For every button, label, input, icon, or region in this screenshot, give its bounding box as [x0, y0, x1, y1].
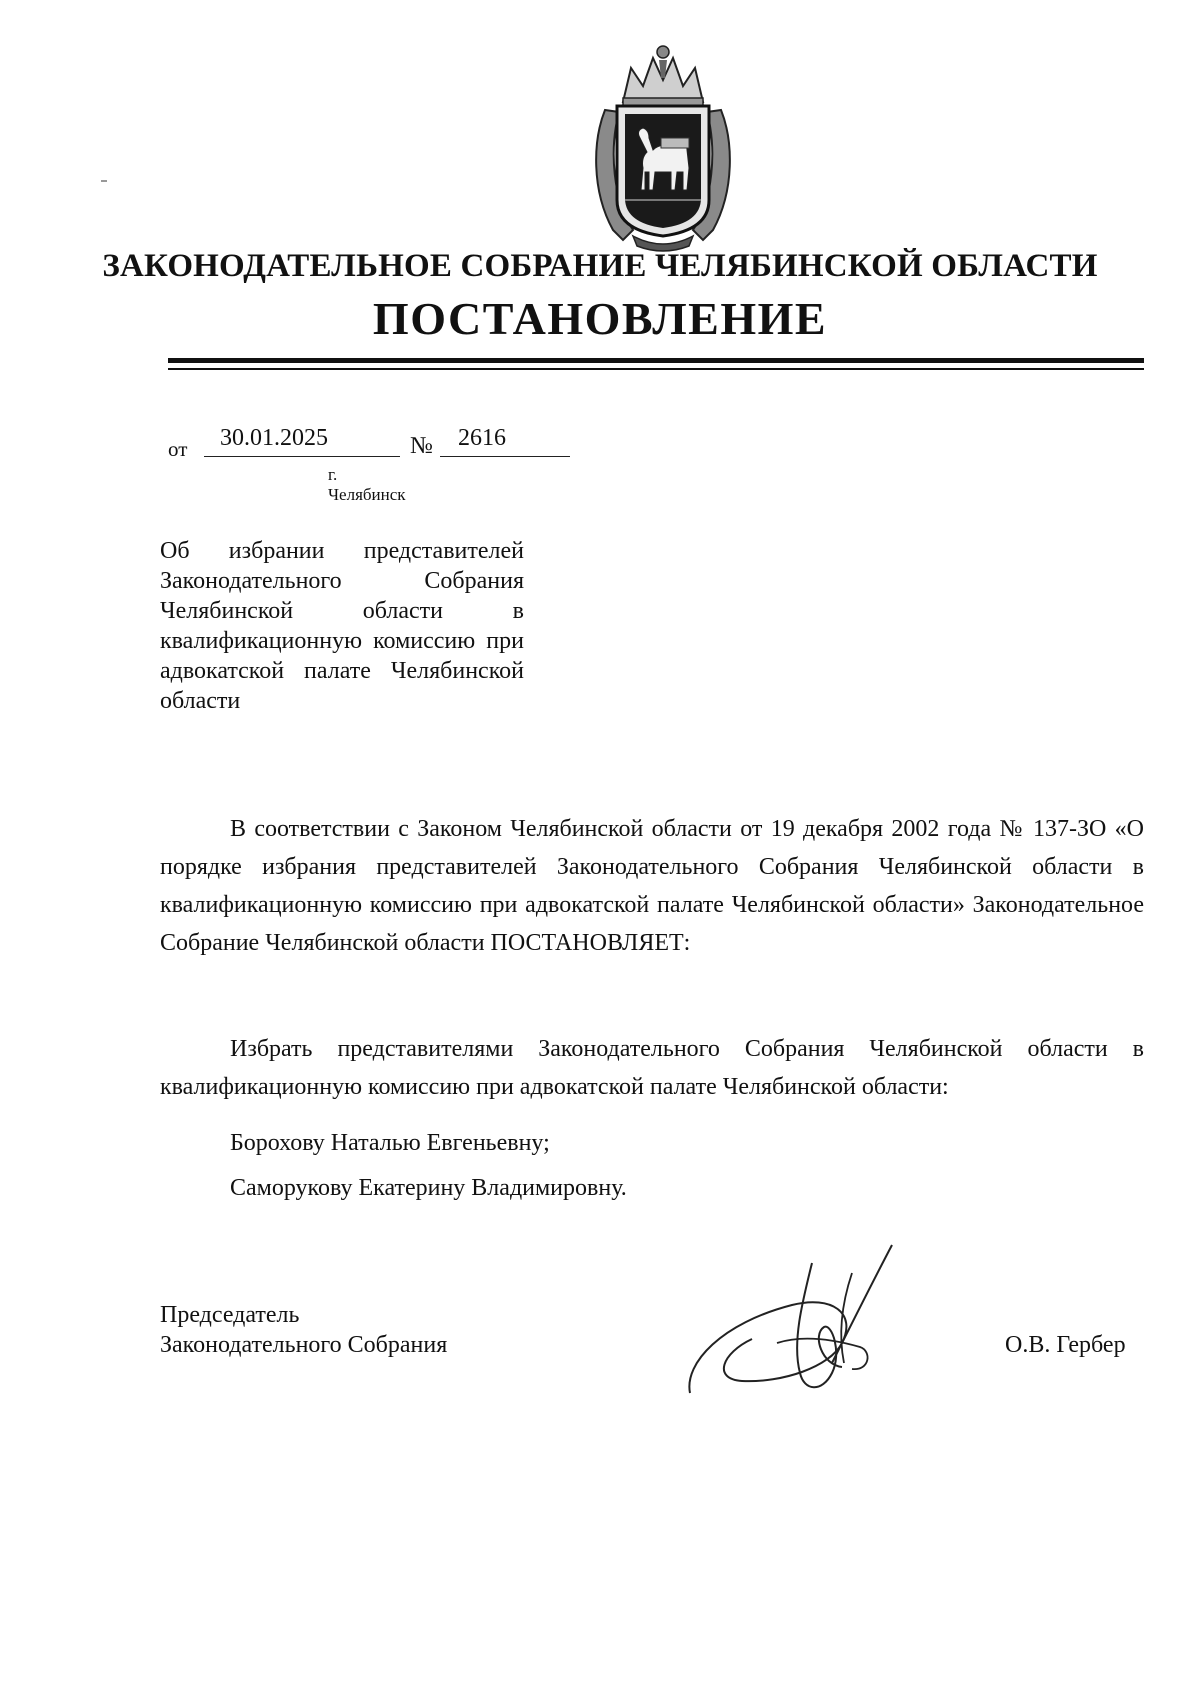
signatory-role-line: Законодательного Собрания	[160, 1332, 448, 1358]
header-rule-thin	[168, 368, 1144, 370]
city-label: г. Челябинск	[328, 465, 406, 504]
signatory-name: О.В. Гербер	[1005, 1332, 1126, 1358]
signatory-role	[160, 1300, 447, 1360]
document-type-title: ПОСТАНОВЛЕНИЕ	[372, 293, 828, 344]
appointee-item: Саморукову Екатерину Владимировну.	[230, 1175, 627, 1201]
number-label: №	[410, 433, 433, 459]
handwritten-signature	[682, 1243, 942, 1418]
from-label: от	[168, 437, 188, 461]
header-rule-thick	[168, 358, 1144, 363]
signatory-role-line: Председатель	[160, 1302, 300, 1328]
coat-of-arms-icon	[583, 40, 743, 252]
document-subject: Об избрании представителей Законодательного Собрания Челябинской области в квалификационную комиссию при адвокатской палате Челябинской области	[160, 538, 524, 714]
document-number: 2616	[440, 425, 570, 457]
body-paragraph-preamble: В соответствии с Законом Челябинской области от 19 декабря 2002 года № 137-ЗО «О порядке избрания представителей Законодательного Собрания Челябинской области в квалификационную комиссию при адвокатской палате Челябинской области» Законодательное Собрание Челябинской области ПОСТАНОВЛЯЕТ:	[160, 816, 1144, 956]
appointee-item: Борохову Наталью Евгеньевну;	[230, 1130, 550, 1156]
body-paragraph-decision: Избрать представителями Законодательного Собрания Челябинской области в квалификационную комиссию при адвокатской палате Челябинской области:	[160, 1036, 1144, 1100]
document-date: 30.01.2025	[204, 425, 400, 457]
scan-speck	[101, 180, 107, 182]
organization-title: ЗАКОНОДАТЕЛЬНОЕ СОБРАНИЕ ЧЕЛЯБИНСКОЙ ОБЛАСТИ	[102, 248, 1098, 284]
